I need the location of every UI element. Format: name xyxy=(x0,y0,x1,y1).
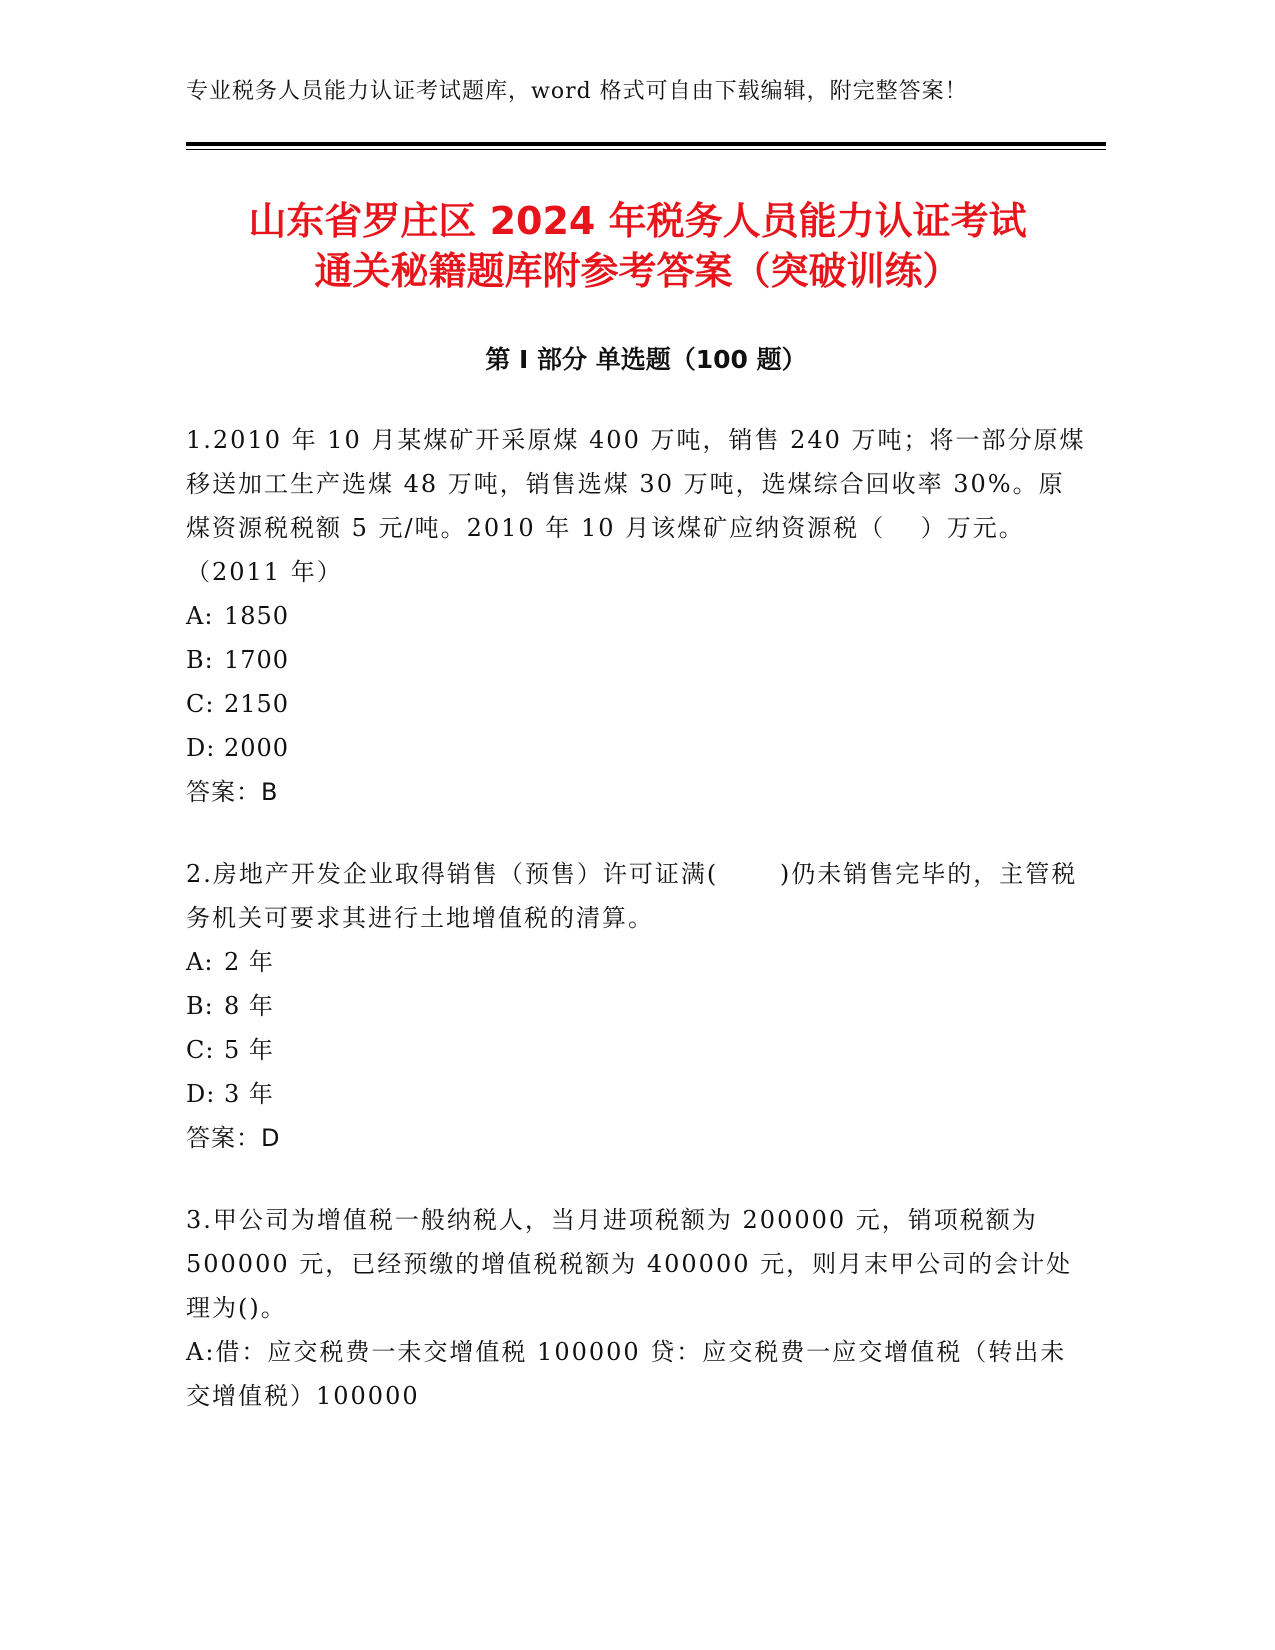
answer-line: 答案：B xyxy=(186,778,279,806)
option-key: C: xyxy=(186,1036,215,1064)
title-line-2: 通关秘籍题库附参考答案（突破训练） xyxy=(314,249,961,293)
option-key: B: xyxy=(186,992,214,1020)
option-key: A: xyxy=(186,948,214,976)
option-c xyxy=(186,682,1086,726)
option-c xyxy=(186,1028,1086,1072)
document-title xyxy=(150,196,1125,296)
question-3 xyxy=(186,1198,1086,1418)
header-note: 专业税务人员能力认证考试题库，word 格式可自由下载编辑，附完整答案！ xyxy=(186,79,968,104)
option-value: 1700 xyxy=(224,646,290,674)
option-value: 2 年 xyxy=(224,948,274,976)
option-value: 8 年 xyxy=(224,992,274,1020)
option-value: 5 年 xyxy=(224,1036,274,1064)
header-rule-thick xyxy=(186,142,1106,146)
option-a xyxy=(186,594,1086,638)
question-text: 1.2010 年 10 月某煤矿开采原煤 400 万吨，销售 240 万吨；将一部分原煤移送加工生产选煤 48 万吨，销售选煤 30 万吨，选煤综合回收率 30%。原煤资源税税额 5 元/吨。2010 年 10 月该煤矿应纳资源税（ ）万元。（2011 年） xyxy=(186,426,1086,586)
header-rule-thin xyxy=(186,149,1106,150)
option-key: D: xyxy=(186,734,216,762)
option-value: 1850 xyxy=(224,602,290,630)
question-1 xyxy=(186,418,1086,814)
option-b xyxy=(186,638,1086,682)
question-text: 2.房地产开发企业取得销售（预售）许可证满( )仍未销售完毕的，主管税务机关可要求其进行土地增值税的清算。 xyxy=(186,860,1078,932)
title-line-1: 山东省罗庄区 2024 年税务人员能力认证考试 xyxy=(248,199,1027,243)
question-2 xyxy=(186,852,1086,1160)
answer-line: 答案：D xyxy=(186,1124,281,1152)
option-key: A: xyxy=(186,1338,216,1366)
option-key: D: xyxy=(186,1080,216,1108)
option-value: 3 年 xyxy=(224,1080,274,1108)
option-a xyxy=(186,940,1086,984)
option-a xyxy=(186,1330,1086,1418)
option-key: C: xyxy=(186,690,215,718)
option-b xyxy=(186,984,1086,1028)
question-list xyxy=(186,418,1086,1456)
option-value: 2150 xyxy=(224,690,290,718)
section-title: 第 I 部分 单选题（100 题） xyxy=(485,345,807,374)
question-text: 3.甲公司为增值税一般纳税人，当月进项税额为 200000 元，销项税额为 500000 元，已经预缴的增值税税额为 400000 元，则月末甲公司的会计处理为()。 xyxy=(186,1206,1073,1322)
option-key: B: xyxy=(186,646,214,674)
option-d xyxy=(186,726,1086,770)
option-d xyxy=(186,1072,1086,1116)
option-key: A: xyxy=(186,602,214,630)
option-value: 借：应交税费一未交增值税 100000 贷：应交税费一应交增值税（转出未交增值税）100000 xyxy=(186,1338,1067,1410)
option-value: 2000 xyxy=(224,734,290,762)
